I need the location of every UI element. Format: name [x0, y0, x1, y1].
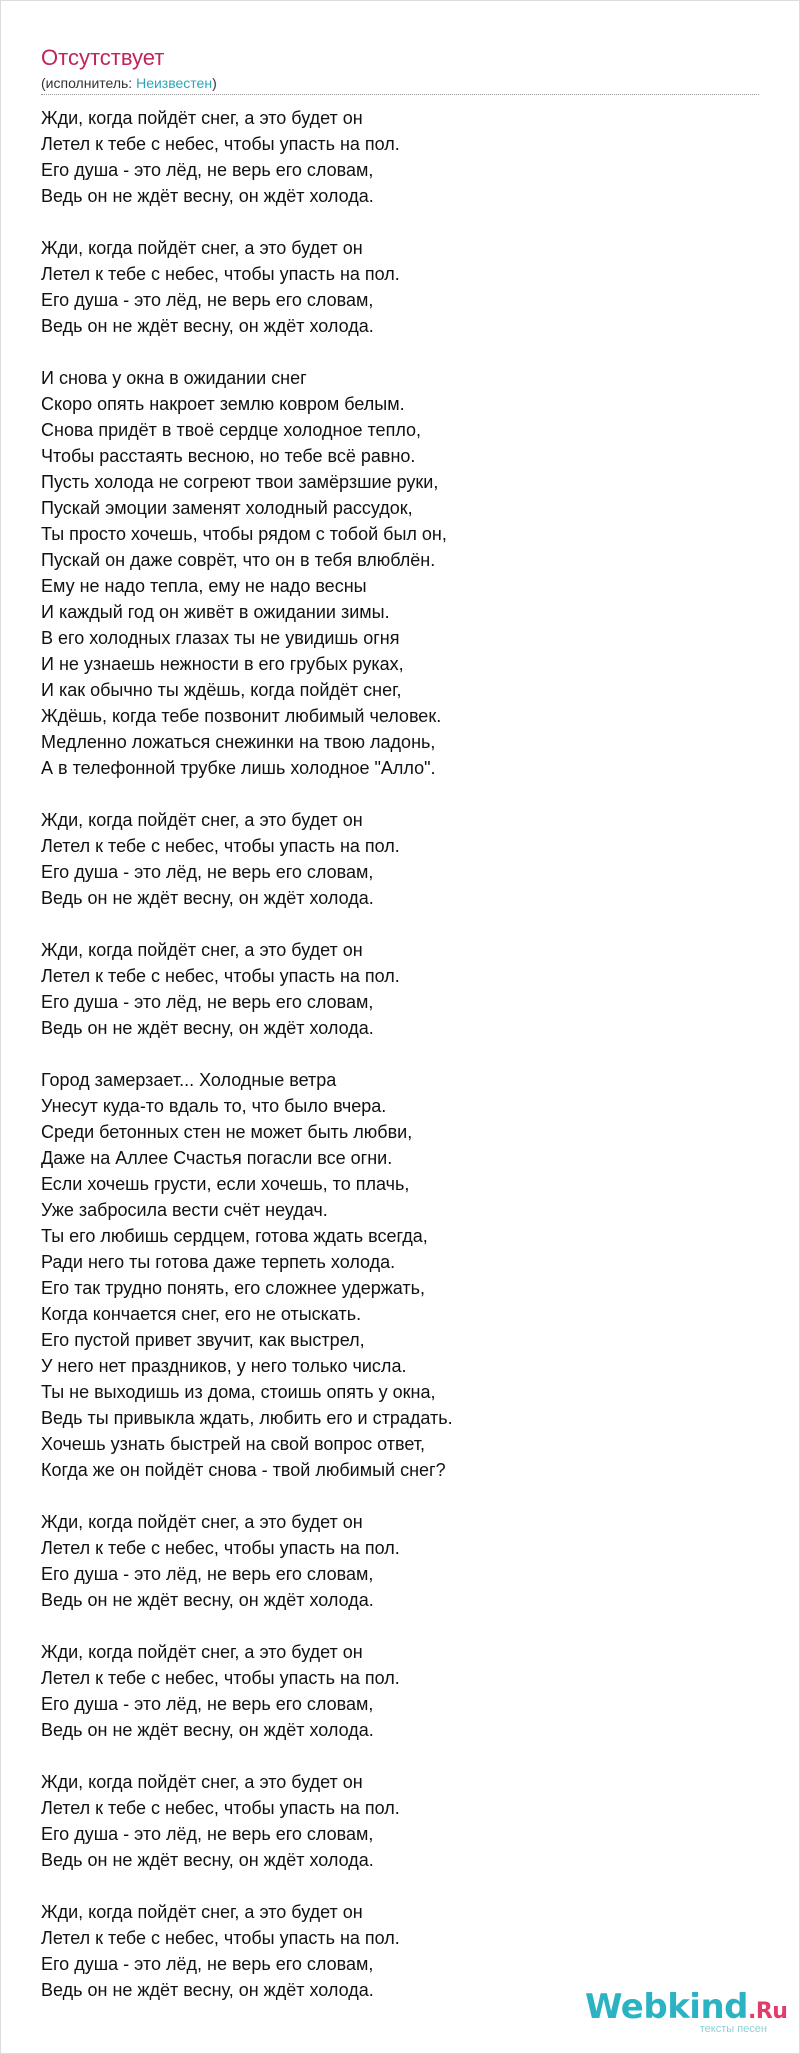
logo-tld: .Ru	[748, 1999, 788, 2024]
lyrics-line: Снова придёт в твоё сердце холодное тепло,	[41, 420, 422, 440]
lyrics-line: И каждый год он живёт в ожидании зимы.	[41, 602, 390, 622]
logo-main-text: Webkind	[585, 1987, 748, 2027]
lyrics-line: Ведь он не ждёт весну, он ждёт холода.	[41, 316, 374, 336]
lyrics-line: Ведь он не ждёт весну, он ждёт холода.	[41, 888, 374, 908]
lyrics-line: Его душа - это лёд, не верь его словам,	[41, 290, 374, 310]
artist-suffix: )	[212, 75, 217, 91]
lyrics-line: Жди, когда пойдёт снег, а это будет он	[41, 810, 363, 830]
lyrics-stanza	[41, 1769, 761, 1873]
lyrics-line: Ждёшь, когда тебе позвонит любимый человек.	[41, 706, 442, 726]
lyrics-line: Ты не выходишь из дома, стоишь опять у окна,	[41, 1382, 436, 1402]
artist-link[interactable]: Неизвестен	[136, 75, 213, 91]
lyrics-line: Летел к тебе с небес, чтобы упасть на пол.	[41, 966, 400, 986]
lyrics-line: Медленно ложаться снежинки на твою ладонь,	[41, 732, 436, 752]
lyrics-line: Жди, когда пойдёт снег, а это будет он	[41, 940, 363, 960]
lyrics-line: Жди, когда пойдёт снег, а это будет он	[41, 1512, 363, 1532]
lyrics-line: Его душа - это лёд, не верь его словам,	[41, 1694, 374, 1714]
lyrics-line: Город замерзает... Холодные ветра	[41, 1070, 337, 1090]
lyrics-line: Если хочешь грусти, если хочешь, то плачь,	[41, 1174, 410, 1194]
logo-tagline: тексты песен	[699, 2023, 767, 2035]
lyrics-line: Его душа - это лёд, не верь его словам,	[41, 1564, 374, 1584]
artist-prefix: (исполнитель:	[41, 75, 137, 91]
lyrics-line: Летел к тебе с небес, чтобы упасть на пол.	[41, 836, 400, 856]
lyrics-line: Ведь он не ждёт весну, он ждёт холода.	[41, 1720, 374, 1740]
header-divider	[41, 94, 759, 95]
lyrics-text	[41, 105, 761, 2029]
lyrics-line: Чтобы расстаять весною, но тебе всё равно.	[41, 446, 416, 466]
lyrics-line: Ведь он не ждёт весну, он ждёт холода.	[41, 1018, 374, 1038]
lyrics-line: Когда кончается снег, его не отыскать.	[41, 1304, 362, 1324]
lyrics-line: Летел к тебе с небес, чтобы упасть на пол.	[41, 264, 400, 284]
lyrics-stanza	[41, 105, 761, 209]
lyrics-line: Уже забросила вести счёт неудач.	[41, 1200, 328, 1220]
lyrics-line: Ты просто хочешь, чтобы рядом с тобой был он,	[41, 524, 447, 544]
lyrics-line: Пускай он даже соврёт, что он в тебя влюблён.	[41, 550, 436, 570]
lyrics-line: Его душа - это лёд, не верь его словам,	[41, 160, 374, 180]
lyrics-line: Летел к тебе с небес, чтобы упасть на пол.	[41, 1538, 400, 1558]
lyrics-line: Жди, когда пойдёт снег, а это будет он	[41, 1772, 363, 1792]
lyrics-line: Его душа - это лёд, не верь его словам,	[41, 1824, 374, 1844]
lyrics-line: Летел к тебе с небес, чтобы упасть на пол.	[41, 1928, 400, 1948]
lyrics-line: Летел к тебе с небес, чтобы упасть на пол.	[41, 134, 400, 154]
lyrics-line: Его душа - это лёд, не верь его словам,	[41, 862, 374, 882]
lyrics-line: И не узнаешь нежности в его грубых руках,	[41, 654, 404, 674]
lyrics-line: Унесут куда-то вдаль то, что было вчера.	[41, 1096, 387, 1116]
lyrics-stanza	[41, 937, 761, 1041]
lyrics-line: Хочешь узнать быстрей на свой вопрос ответ,	[41, 1434, 426, 1454]
lyrics-stanza	[41, 1509, 761, 1613]
lyrics-line: Ты его любишь сердцем, готова ждать всегда,	[41, 1226, 428, 1246]
lyrics-line: Жди, когда пойдёт снег, а это будет он	[41, 238, 363, 258]
lyrics-line: Его так трудно понять, его сложнее удержать,	[41, 1278, 426, 1298]
lyrics-line: Жди, когда пойдёт снег, а это будет он	[41, 1902, 363, 1922]
lyrics-line: Ведь он не ждёт весну, он ждёт холода.	[41, 1590, 374, 1610]
lyrics-line: И как обычно ты ждёшь, когда пойдёт снег,	[41, 680, 402, 700]
lyrics-line: Когда же он пойдёт снова - твой любимый снег?	[41, 1460, 446, 1480]
lyrics-line: Даже на Аллее Счастья погасли все огни.	[41, 1148, 393, 1168]
song-title: Отсутствует	[41, 45, 165, 70]
lyrics-line: Ведь он не ждёт весну, он ждёт холода.	[41, 1980, 374, 2000]
lyrics-stanza	[41, 807, 761, 911]
lyrics-line: Ведь он не ждёт весну, он ждёт холода.	[41, 1850, 374, 1870]
lyrics-line: Скоро опять накроет землю ковром белым.	[41, 394, 405, 414]
artist-line	[41, 73, 761, 93]
lyrics-line: Ради него ты готова даже терпеть холода.	[41, 1252, 396, 1272]
lyrics-line: Пускай эмоции заменят холодный рассудок,	[41, 498, 413, 518]
site-logo[interactable]	[585, 1987, 788, 2037]
lyrics-line: Пусть холода не согреют твои замёрзшие руки,	[41, 472, 439, 492]
lyrics-line: А в телефонной трубке лишь холодное "Алло".	[41, 758, 436, 778]
lyrics-line: У него нет праздников, у него только числа.	[41, 1356, 407, 1376]
lyrics-line: И снова у окна в ожидании снег	[41, 368, 307, 388]
lyrics-line: Его душа - это лёд, не верь его словам,	[41, 1954, 374, 1974]
lyrics-line: Ведь он не ждёт весну, он ждёт холода.	[41, 186, 374, 206]
lyrics-line: Летел к тебе с небес, чтобы упасть на пол.	[41, 1668, 400, 1688]
lyrics-line: Летел к тебе с небес, чтобы упасть на пол.	[41, 1798, 400, 1818]
lyrics-line: Жди, когда пойдёт снег, а это будет он	[41, 108, 363, 128]
lyrics-line: В его холодных глазах ты не увидишь огня	[41, 628, 400, 648]
lyrics-stanza	[41, 235, 761, 339]
lyrics-line: Его пустой привет звучит, как выстрел,	[41, 1330, 365, 1350]
lyrics-line: Жди, когда пойдёт снег, а это будет он	[41, 1642, 363, 1662]
lyrics-line: Ему не надо тепла, ему не надо весны	[41, 576, 367, 596]
lyrics-stanza	[41, 1639, 761, 1743]
lyrics-line: Среди бетонных стен не может быть любви,	[41, 1122, 413, 1142]
lyrics-stanza	[41, 365, 761, 781]
lyrics-stanza	[41, 1067, 761, 1483]
lyrics-line: Его душа - это лёд, не верь его словам,	[41, 992, 374, 1012]
song-header	[41, 43, 761, 93]
lyrics-line: Ведь ты привыкла ждать, любить его и страдать.	[41, 1408, 453, 1428]
